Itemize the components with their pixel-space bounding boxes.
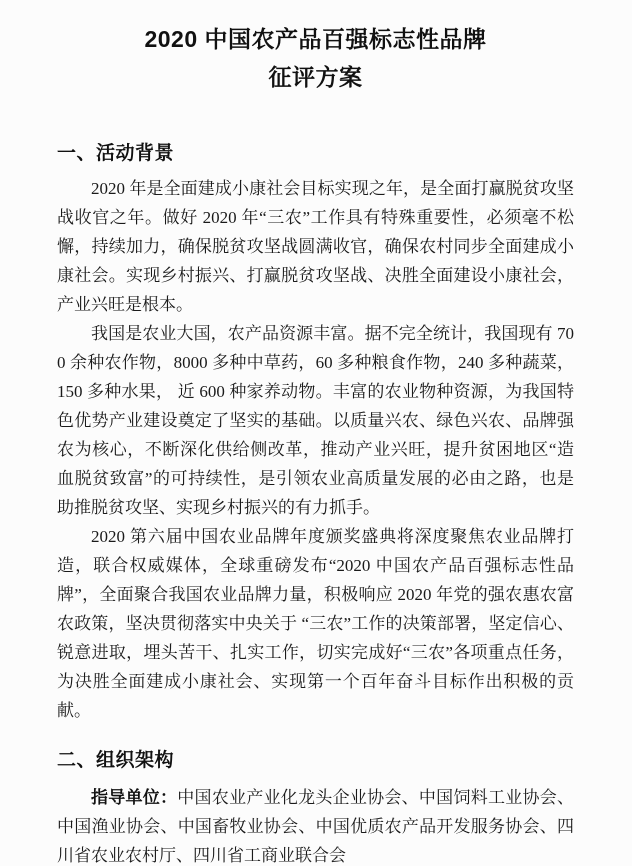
document-title-line1: 2020 中国农产品百强标志性品牌 xyxy=(144,26,487,52)
document-title xyxy=(57,20,574,96)
document-title-line2: 征评方案 xyxy=(268,64,363,90)
paragraph-guidance-units xyxy=(57,783,574,866)
guidance-units-label: 指导单位： xyxy=(91,788,178,807)
paragraph-award-ceremony: 2020 第六届中国农业品牌年度颁奖盛典将深度聚焦农业品牌打造，联合权威媒体，全球重磅发布“2020 中国农产品百强标志性品牌”，全面聚合我国农业品牌力量，积极响应 2020 年党的强农惠农富农政策，坚决贯彻落实中央关于 “三农”工作的决策部署，坚定信心、锐意进取，埋头苦干、扎实工作，切实完成好“三农”各项重点任务，为决胜全面建成小康社会、实现第一个百年奋斗目标作出积极的贡献。 xyxy=(57,527,574,720)
section-body-activity-background xyxy=(57,174,574,725)
section-heading-activity-background: 一、活动背景 xyxy=(57,143,175,164)
paragraph-agriculture-resources: 我国是农业大国，农产品资源丰富。据不完全统计，我国现有 700 余种农作物，8000 多种中草药，60 多种粮食作物，240 多种蔬菜，150 多种水果， 近 600 种家养动物。丰富的农业物种资源，为我国特色优势产业建设奠定了坚实的基础。以质量兴农、绿色兴农、品牌强农为核心，不断深化供给侧改革，推动产业兴旺，提升贫困地区“造血脱贫致富”的可持续性，是引领农业高质量发展的必由之路，也是助推脱贫攻坚、实现乡村振兴的有力抓手。 xyxy=(57,324,574,517)
paragraph-2020-kangshe: 2020 年是全面建成小康社会目标实现之年，是全面打赢脱贫攻坚战收官之年。做好 2020 年“三农”工作具有特殊重要性，必须毫不松懈，持续加力，确保脱贫攻坚战圆满收官，确保农村同步全面建成小康社会。实现乡村振兴、打赢脱贫攻坚战、决胜全面建设小康社会，产业兴旺是根本。 xyxy=(57,179,574,314)
guidance-units-list: 中国农业产业化龙头企业协会、中国饲料工业协会、中国渔业协会、中国畜牧业协会、中国优质农产品开发服务协会、四川省农业农村厅、四川省工商业联合会 xyxy=(57,788,574,865)
section-heading-organization: 二、组织架构 xyxy=(57,750,175,771)
section-body-organization xyxy=(57,783,574,866)
